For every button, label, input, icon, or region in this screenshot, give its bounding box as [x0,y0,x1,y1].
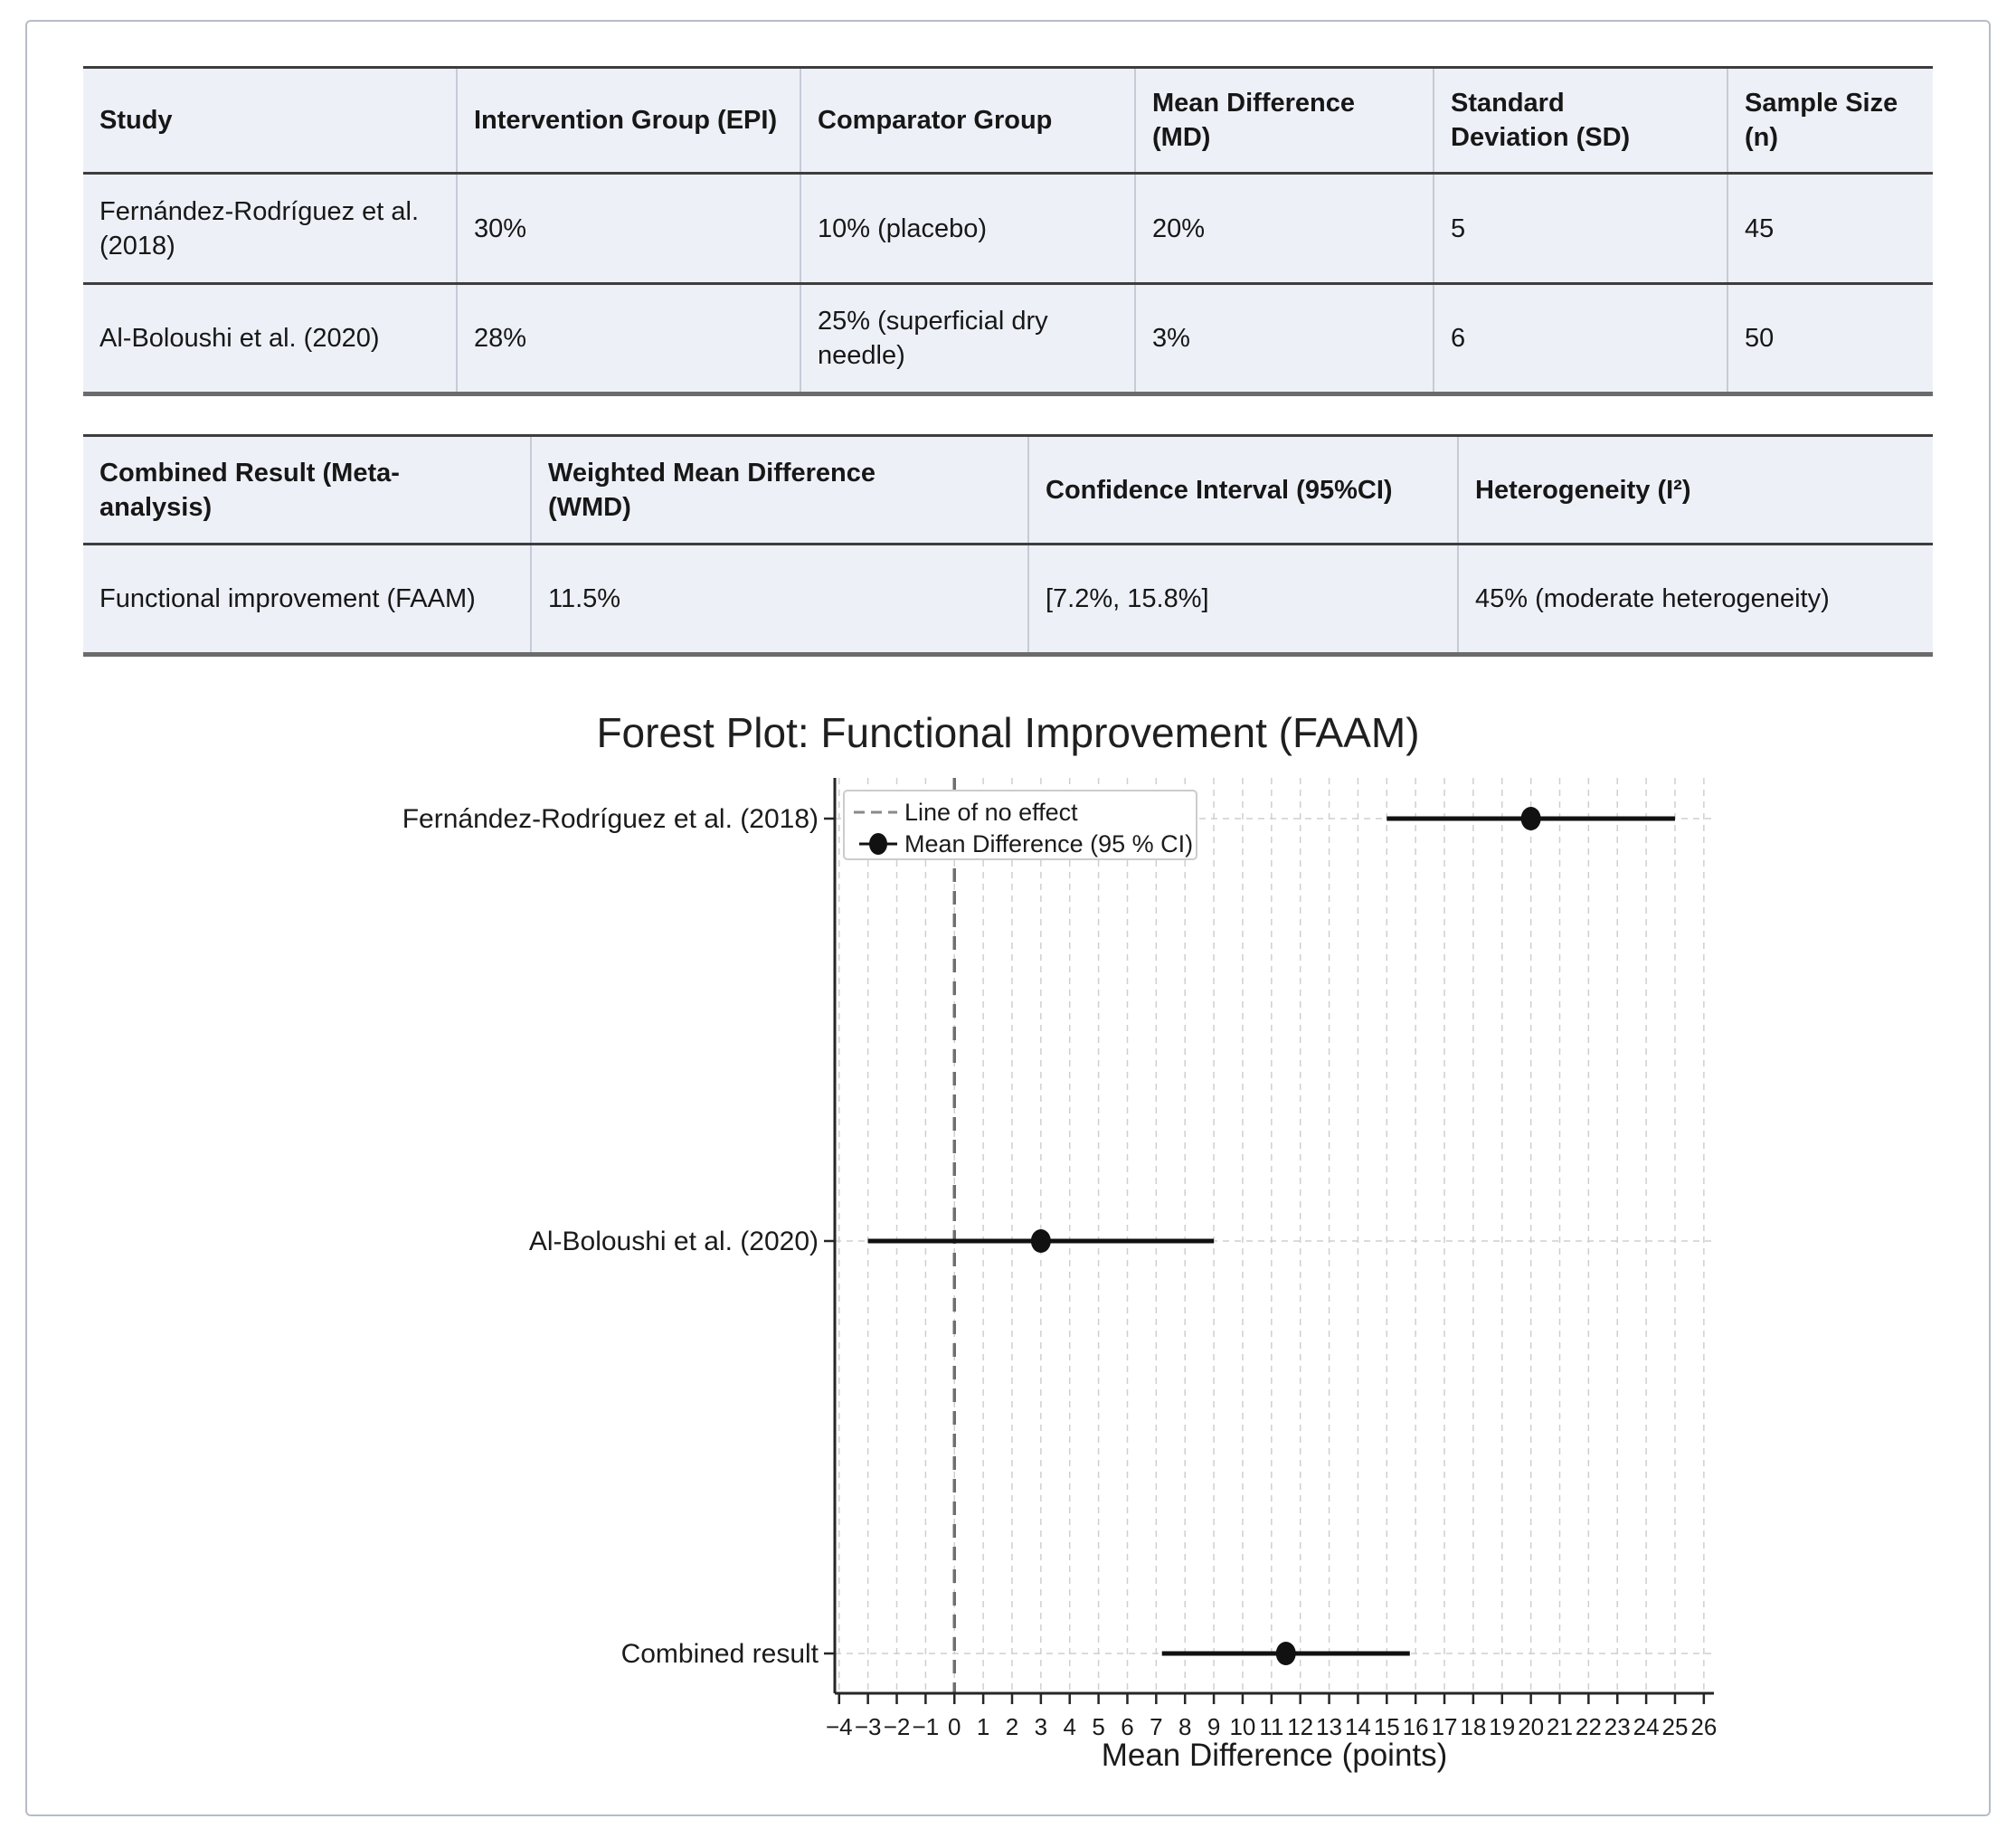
mean-difference-point [1031,1229,1051,1253]
cell-sample-size: 50 [1727,284,1933,394]
header-cell-intervention [457,68,800,174]
header-cell-study [83,68,457,174]
cell-standard-deviation: 5 [1434,174,1727,284]
x-tick-label: 19 [1489,1713,1516,1740]
header-label: Combined Result (Meta-analysis) [99,458,400,522]
header-label: Weighted Mean Difference (WMD) [548,458,876,522]
x-tick-label: 9 [1207,1713,1221,1740]
header-cell-comparator [800,68,1135,174]
x-tick-label: 1 [976,1713,990,1740]
x-tick-label: 17 [1431,1713,1458,1740]
header-label: Standard Deviation (SD) [1451,89,1631,152]
header-label: Sample Size (n) [1745,89,1898,152]
header-label: Heterogeneity (I²) [1475,475,1691,505]
header-label: Intervention Group (EPI) [474,106,778,135]
x-tick-label: 7 [1150,1713,1163,1740]
header-cell-confidence-interval [1028,436,1458,545]
legend-point-icon [869,833,887,855]
cell-intervention: 30% [457,174,800,284]
x-tick-label: 18 [1460,1713,1487,1740]
y-category-label: Al-Boloushi et al. (2020) [528,1227,819,1256]
x-tick-label: 3 [1034,1713,1048,1740]
cell-comparator: 10% (placebo) [800,174,1135,284]
legend-label: Line of no effect [904,799,1078,826]
cell-mean-difference: 20% [1135,174,1434,284]
cell-standard-deviation: 6 [1434,284,1727,394]
x-tick-label: −2 [883,1713,911,1740]
x-tick-label: 8 [1178,1713,1192,1740]
x-tick-label: −3 [854,1713,882,1740]
x-tick-label: 5 [1092,1713,1105,1740]
x-tick-label: −1 [912,1713,940,1740]
x-tick-label: 21 [1547,1713,1573,1740]
mean-difference-point [1276,1642,1296,1665]
x-tick-label: 11 [1259,1713,1284,1740]
x-tick-label: 10 [1229,1713,1256,1740]
header-cell-standard-deviation [1434,68,1727,174]
x-tick-label: 23 [1604,1713,1631,1740]
header-label: Mean Difference (MD) [1152,89,1356,152]
x-tick-label: 14 [1344,1713,1371,1740]
cell-heterogeneity: 45% (moderate heterogeneity) [1458,545,1933,655]
cell-intervention: 28% [457,284,800,394]
x-tick-label: 16 [1402,1713,1429,1740]
header-cell-heterogeneity [1458,436,1933,545]
cell-sample-size: 45 [1727,174,1933,284]
x-tick-label: 2 [1005,1713,1019,1740]
combined-table-header-row [83,436,1933,545]
study-table [83,66,1933,396]
x-tick-label: 26 [1690,1713,1718,1740]
forest-plot [0,760,2016,1809]
study-table-header-row [83,68,1933,174]
header-cell-wmd [531,436,1028,545]
header-label: Confidence Interval (95%CI) [1046,475,1393,505]
x-tick-label: 13 [1316,1713,1343,1740]
combined-result-table [83,434,1933,657]
cell-mean-difference: 3% [1135,284,1434,394]
y-category-label: Combined result [620,1639,819,1669]
x-axis-label: Mean Difference (points) [1101,1738,1448,1773]
x-tick-label: 22 [1575,1713,1602,1740]
legend-label: Mean Difference (95 % CI) [904,830,1194,857]
cell-study-name: Al-Boloushi et al. (2020) [83,284,457,394]
mean-difference-point [1521,807,1541,830]
x-tick-label: 25 [1661,1713,1689,1740]
x-tick-label: 24 [1633,1713,1660,1740]
x-tick-label: 0 [948,1713,961,1740]
header-label: Study [99,106,173,135]
cell-wmd: 11.5% [531,545,1028,655]
cell-outcome: Functional improvement (FAAM) [83,545,531,655]
x-tick-label: 12 [1287,1713,1314,1740]
table-row [83,174,1933,284]
table-row [83,284,1933,394]
forest-plot-title: Forest Plot: Functional Improvement (FAAM) [596,709,1420,756]
table-row [83,545,1933,655]
cell-comparator: 25% (superficial dry needle) [800,284,1135,394]
y-category-label: Fernández-Rodríguez et al. (2018) [402,804,819,834]
x-tick-label: 20 [1518,1713,1545,1740]
cell-study-name: Fernández-Rodríguez et al. (2018) [83,174,457,284]
x-tick-label: 4 [1063,1713,1076,1740]
header-cell-sample-size [1727,68,1933,174]
header-label: Comparator Group [818,106,1053,135]
header-cell-mean-difference [1135,68,1434,174]
cell-confidence-interval: [7.2%, 15.8%] [1028,545,1458,655]
x-tick-label: 15 [1373,1713,1400,1740]
header-cell-combined-result [83,436,531,545]
x-tick-label: 6 [1121,1713,1134,1740]
x-tick-label: −4 [825,1713,853,1740]
